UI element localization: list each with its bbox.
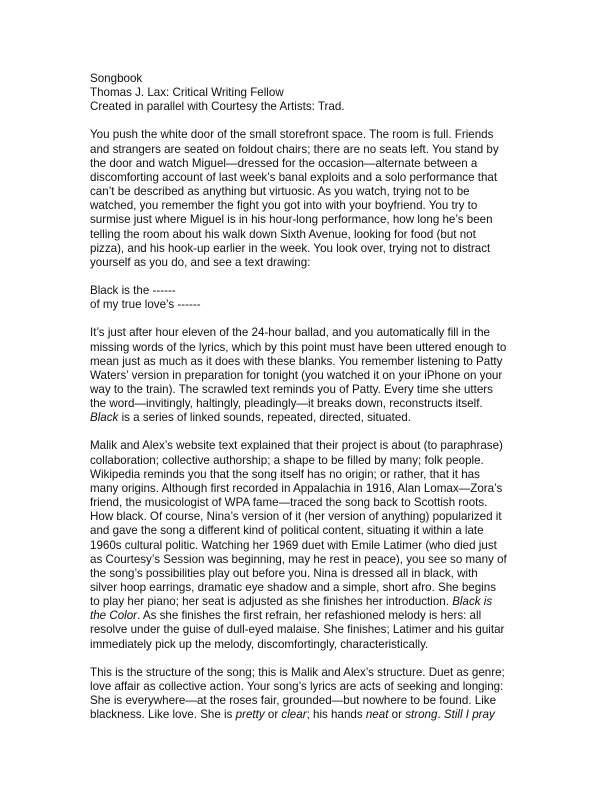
header-author: Thomas J. Lax: Critical Writing Fellow <box>90 86 284 100</box>
text-line <box>90 680 528 694</box>
text-run: How black. Of course, Nina’s version of it (her version of anything) popularized it <box>90 510 502 524</box>
text-run: can’t be described as anything but virtuosic. As you watch, trying not to be <box>90 185 470 199</box>
text-run: watched, you remember the fight you got into with your boyfriend. You try to <box>90 199 478 213</box>
italic-text-run: clear <box>281 708 307 722</box>
text-line <box>90 411 528 425</box>
text-run: missing words of the lyrics, which by this point must have been uttered enough to <box>90 340 507 354</box>
text-line <box>90 242 528 256</box>
text-run: mean just as much as it does with these blanks. You remember listening to Patty <box>90 354 503 368</box>
header-title: Songbook <box>90 72 143 85</box>
text-run: . As she finishes the first refrain, her refashioned melody is hers: all <box>137 609 482 623</box>
text-line <box>90 128 528 142</box>
text-line <box>90 157 528 171</box>
text-run: or <box>388 708 406 722</box>
document-body <box>90 128 528 722</box>
text-line <box>90 369 528 383</box>
text-run: way to the train). The scrawled text reminds you of Patty. Every time she utters <box>90 382 493 396</box>
text-line <box>90 595 528 609</box>
text-run: ; his hands <box>306 708 366 722</box>
text-run: discomforting account of last week’s banal exploits and a solo performance that <box>90 170 498 184</box>
header-context: Created in parallel with Courtesy the Artists: Trad. <box>90 100 345 114</box>
header-spacer <box>90 114 528 128</box>
text-run: collaboration; collective authorship; a shape to be filled by many; folk people. <box>90 453 484 467</box>
text-run: resolve under the guise of dull-eyed malaise. She finishes; Latimer and his guitar <box>90 623 505 637</box>
text-line <box>90 397 528 411</box>
text-run: This is the structure of the song; this is Malik and Alex’s structure. Duet as genre; <box>90 665 505 679</box>
text-run: It’s just after hour eleven of the 24-hour ballad, and you automatically fill in the <box>90 326 491 340</box>
text-run: the song’s possibilities play out before you. Nina is dressed all in black, with <box>90 566 478 580</box>
paragraph-2 <box>90 284 528 312</box>
italic-text-run: neat <box>365 708 389 722</box>
text-line <box>90 143 528 157</box>
text-run: many origins. Although first recorded in Appalachia in 1916, Alan Lomax—Zora’s <box>90 481 503 495</box>
text-line <box>90 355 528 369</box>
text-line <box>90 468 528 482</box>
text-run: Wikipedia reminds you that the song itself has no origin; or rather, that it has <box>90 467 480 481</box>
italic-text-run: Black <box>90 411 119 425</box>
text-line <box>90 638 528 652</box>
text-run: Waters’ version in preparation for tonight (you watched it on your iPhone on your <box>90 368 503 382</box>
text-run: love affair as collective action. Your song’s lyrics are acts of seeking and longing: <box>90 679 504 693</box>
text-line <box>90 482 528 496</box>
document-header <box>90 72 528 114</box>
text-run: 1960s cultural politic. Watching her 1969 duet with Emile Latimer (who died just <box>90 538 497 552</box>
text-run: the door and watch Miguel—dressed for the occasion—alternate between a <box>90 156 478 170</box>
text-line <box>90 609 528 623</box>
text-line <box>90 524 528 538</box>
text-line <box>90 539 528 553</box>
text-run: . <box>437 708 444 722</box>
text-line <box>90 298 528 312</box>
text-line <box>90 454 528 468</box>
text-run: yourself as you do, and see a text drawing: <box>90 255 311 269</box>
text-line <box>90 171 528 185</box>
italic-text-run: pretty <box>235 708 265 722</box>
text-line <box>90 496 528 510</box>
text-run: of my true love’s ------ <box>90 298 201 312</box>
text-line <box>90 666 528 680</box>
text-line <box>90 708 528 722</box>
text-line <box>90 199 528 213</box>
text-run: She is everywhere—at the roses fair, grounded—but nowhere to be found. Like <box>90 694 497 708</box>
text-line <box>90 383 528 397</box>
text-run: telling the room about his walk down Sixth Avenue, looking for food (but not <box>90 227 476 241</box>
text-run: or <box>264 708 282 722</box>
text-line <box>90 567 528 581</box>
text-line <box>90 341 528 355</box>
paragraph-3 <box>90 326 528 425</box>
text-run: silver hoop earrings, dramatic eye shadow and a simple, short afro. She begins <box>90 581 496 594</box>
text-line <box>90 213 528 227</box>
text-line <box>90 581 528 595</box>
text-line <box>90 553 528 567</box>
italic-text-run: the Color <box>90 609 138 623</box>
text-run: to play her piano; her seat is adjusted as she finishes her introduction. <box>90 595 453 609</box>
text-run: the word—invitingly, haltingly, pleadingly—it breaks down, reconstructs itself. <box>90 397 483 411</box>
text-run: immediately pick up the melody, discomfortingly, characteristically. <box>90 637 429 651</box>
paragraph-4 <box>90 439 528 651</box>
text-run: You push the white door of the small storefront space. The room is full. Friends <box>90 128 494 142</box>
text-run: friend, the musicologist of WPA fame—traced the song back to Scottish roots. <box>90 496 488 510</box>
paragraph-1 <box>90 128 528 270</box>
text-line <box>90 694 528 708</box>
text-line <box>90 185 528 199</box>
text-line <box>90 439 528 453</box>
text-run: surmise just where Miguel is in his hour-long performance, how long he’s been <box>90 213 493 227</box>
italic-text-run: Still I pray <box>443 708 495 722</box>
text-run: Malik and Alex’s website text explained that their project is about (to paraphrase) <box>90 439 503 453</box>
text-run: and strangers are seated on foldout chairs; there are no seats left. You stand by <box>90 142 499 156</box>
text-run: blackness. Like love. She is <box>90 708 236 722</box>
text-line <box>90 510 528 524</box>
italic-text-run: Black is <box>452 595 493 609</box>
text-run: and gave the song a different kind of political content, situating it within a late <box>90 524 484 538</box>
text-run: is a series of linked sounds, repeated, directed, situated. <box>118 411 411 425</box>
text-line <box>90 284 528 298</box>
paragraph-5 <box>90 666 528 723</box>
text-run: as Courtesy’s Session was beginning, may he rest in peace), you see so many of <box>90 552 507 566</box>
italic-text-run: strong <box>405 708 438 722</box>
text-line <box>90 256 528 270</box>
text-run: Black is the ------ <box>90 284 176 298</box>
text-run: pizza), and his hook-up earlier in the week. You look over, trying not to distract <box>90 241 491 255</box>
text-line <box>90 228 528 242</box>
text-line <box>90 326 528 340</box>
text-line <box>90 623 528 637</box>
